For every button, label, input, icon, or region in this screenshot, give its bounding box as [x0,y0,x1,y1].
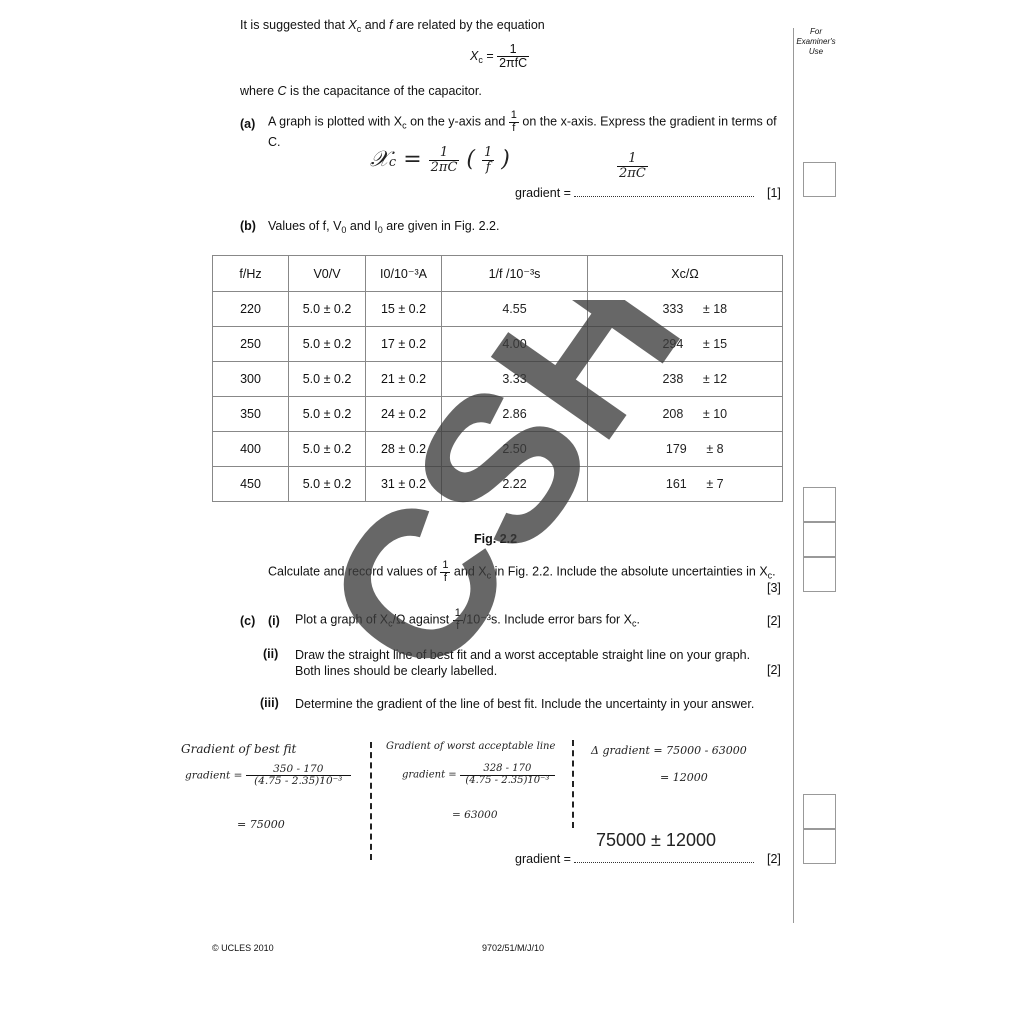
part-c-ii-mark: [2] [767,663,781,677]
part-c-label: (c) [240,614,256,628]
mark-box-c1 [803,794,836,829]
part-c-answer: 75000 ± 12000 [596,830,716,850]
header-v0: V0/V [289,256,366,292]
part-b-mark: [3] [767,581,781,595]
fig-caption: Fig. 2.2 [474,532,518,546]
header-inv-f: 1/f /10⁻³s [442,256,588,292]
svg-text:CSH: CSH [330,300,710,660]
best-fit-title: Gradient of best fit [181,742,297,756]
part-a-mark: [1] [767,186,781,200]
where-sentence: where C is the capacitance of the capacitor. [240,84,482,98]
part-c-i-label: (i) [268,614,280,628]
mark-box-b2 [803,522,836,557]
divider-1 [370,742,372,860]
mark-box-b3 [803,557,836,592]
header-i0: I0/10⁻³A [366,256,442,292]
worst-fit-result: = 63000 [452,809,498,821]
header-xc: Xc/Ω [588,256,783,292]
best-fit-result: = 75000 [237,818,285,831]
part-c-ii-label: (ii) [263,647,279,661]
part-a-gradient-line: gradient = [515,186,754,200]
part-c-i-text: Plot a graph of $X_c/\Omega$ against $\frac{1}{f}$ /10⁻³s. Include error bars for $X_c$. [295,607,640,632]
part-a-answer: $\frac{1}{2\pi C}$ [619,151,646,181]
header-f: f/Hz [213,256,289,292]
part-c-ii-text: Draw the straight line of best fit and a worst acceptable straight line on your graph. Both lines should be clearly labelled. [295,648,751,678]
footer-code: 9702/51/M/J/10 [482,943,545,953]
equation: $X_c$ = $\frac{1}{\text{2πfC}}$ [470,42,528,71]
examiner-margin-rule [793,28,794,923]
mark-box-a [803,162,836,197]
worst-fit-calc: gradient = $\frac{328 - 170}{\text{(4.75 - 2.35)10⁻³}}$ [402,764,555,786]
fig-2-2-table [212,255,783,502]
table-row: 300 5.0 ± 0.2 21 ± 0.2 3.33 238 ± 12 [213,362,783,397]
part-c-gradient-line: gradient = [515,852,754,866]
part-b-label: (b) [240,219,256,233]
divider-2 [572,740,574,828]
part-c-iii-label: (iii) [260,696,279,710]
footer-copyright: © UCLES 2010 [212,943,274,953]
intro-sentence: It is suggested that $X_c$ and f are related by the equation [240,18,545,34]
part-a-working: 𝒳c = $\frac{1}{2\pi C}$ ( $\frac{1}{f}$ ) [370,145,510,175]
table-row: 350 5.0 ± 0.2 24 ± 0.2 2.86 208 ± 10 [213,397,783,432]
part-b-instruction: Calculate and record values of $\frac{1}{f}$ and $X_c$ in Fig. 2.2. Include the absolute uncertainties in $X_c$. [268,559,776,584]
mark-box-b1 [803,487,836,522]
part-a-question: A graph is plotted with $X_c$ on the y-axis and $\frac{1}{f}$ on the x-axis. Express the gradient in terms of C. [268,109,777,150]
delta-gradient-line1: Δ gradient = 75000 - 63000 [591,744,747,757]
part-c-iii-text: Determine the gradient of the line of best fit. Include the uncertainty in your answer. [295,697,755,711]
part-c-iii-mark: [2] [767,852,781,866]
table-row: 450 5.0 ± 0.2 31 ± 0.2 2.22 161 ± 7 [213,467,783,502]
table-row: 220 5.0 ± 0.2 15 ± 0.2 4.55 333 ± 18 [213,292,783,327]
part-b-question: Values of f, $V_0$ and $I_0$ are given in Fig. 2.2. [268,219,500,235]
mark-box-c2 [803,829,836,864]
examiner-use-label: For Examiner's Use [796,27,836,56]
best-fit-calc: gradient = $\frac{350 - 170}{\text{(4.75 - 2.35)10⁻³}}$ [185,764,351,787]
worst-fit-title: Gradient of worst acceptable line [386,741,556,752]
table-row: 250 5.0 ± 0.2 17 ± 0.2 4.00 294 ± 15 [213,327,783,362]
part-a-label: (a) [240,117,256,131]
table-row: 400 5.0 ± 0.2 28 ± 0.2 2.50 179 ± 8 [213,432,783,467]
part-c-i-mark: [2] [767,614,781,628]
delta-gradient-line2: = 12000 [660,771,708,784]
